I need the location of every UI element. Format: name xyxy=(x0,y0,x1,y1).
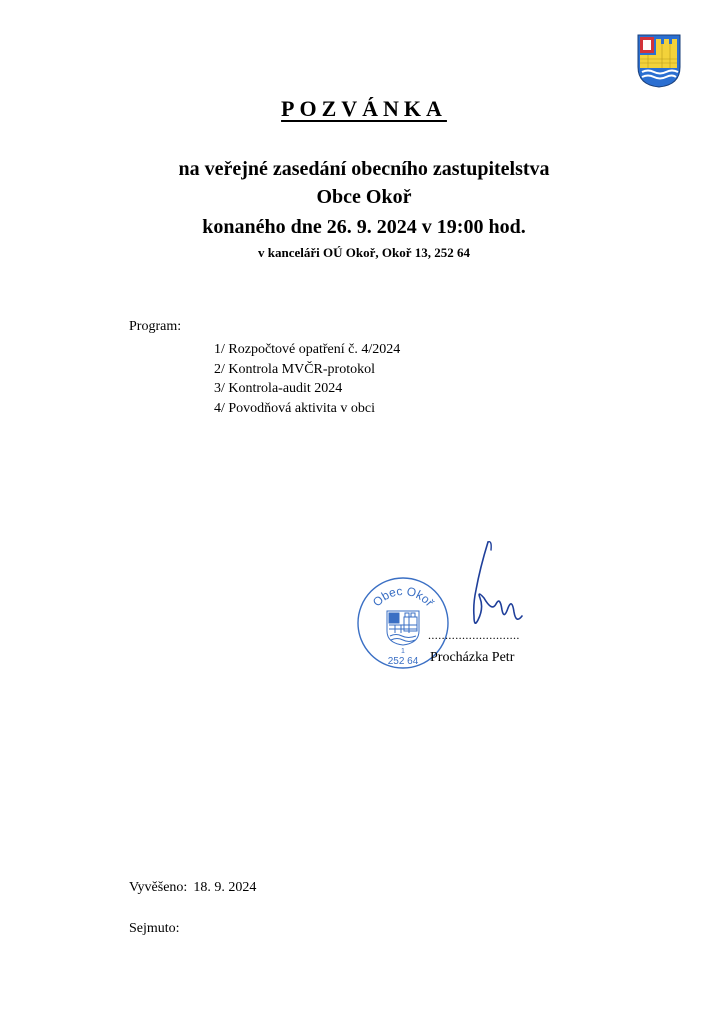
list-item: 4/ Povodňová aktivita v obci xyxy=(214,400,375,416)
program-list xyxy=(214,340,400,418)
list-item: 2/ Kontrola MVČR-protokol xyxy=(214,361,375,377)
signer-name: Procházka Petr xyxy=(430,650,515,665)
list-item: 3/ Kontrola-audit 2024 xyxy=(214,381,343,396)
coat-of-arms-icon xyxy=(636,33,682,88)
subtitle-line-2: Obce Okoř xyxy=(316,186,412,208)
page-title: POZVÁNKA xyxy=(281,96,447,121)
stamp-zip: 252 64 xyxy=(387,656,419,667)
stamp-top-text: Obec Okoř xyxy=(369,583,437,610)
subtitle-line-3: konaného dne 26. 9. 2024 v 19:00 hod. xyxy=(202,216,526,238)
posted-label: Vyvěšeno: xyxy=(129,880,188,895)
handwritten-signature xyxy=(462,538,530,630)
meeting-place: v kanceláři OÚ Okoř, Okoř 13, 252 64 xyxy=(258,245,470,260)
signature-line: ........................... xyxy=(428,628,520,642)
stamp-number: 1 xyxy=(401,648,405,655)
posted-value: 18. 9. 2024 xyxy=(193,880,257,895)
program-label: Program: xyxy=(129,319,182,334)
list-item: 1/ Rozpočtové opatření č. 4/2024 xyxy=(214,342,401,357)
removed-label: Sejmuto: xyxy=(129,921,180,936)
posted-date xyxy=(129,880,256,896)
stamp-shield-icon xyxy=(387,611,419,645)
subtitle-line-1: na veřejné zasedání obecního zastupitelstva xyxy=(178,158,550,180)
